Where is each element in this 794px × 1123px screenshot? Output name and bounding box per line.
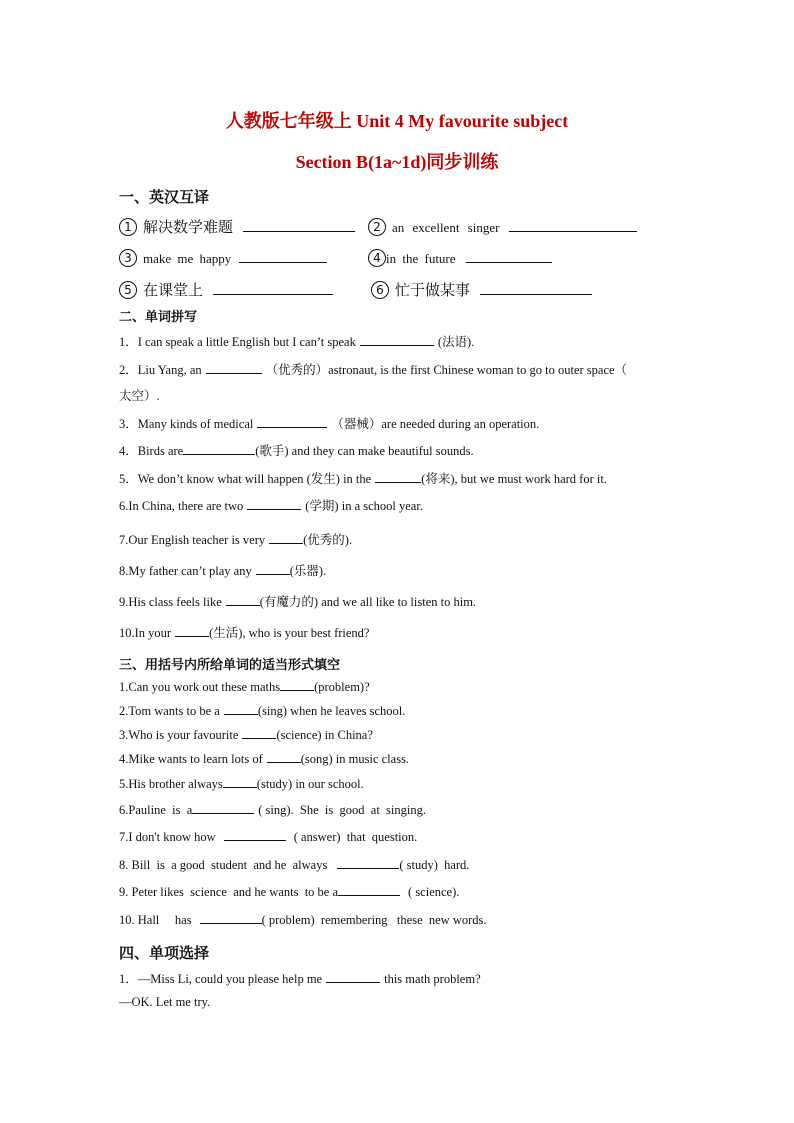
question-item	[119, 360, 627, 378]
question-hint: ( problem) remembering these new words.	[261, 913, 487, 927]
question-item	[119, 332, 474, 350]
question-item	[119, 414, 539, 432]
number-circle-icon: 6	[371, 281, 389, 299]
number-circle-icon: 2	[368, 218, 386, 236]
question-item-continued	[119, 386, 160, 404]
question-item	[119, 441, 474, 459]
section3-heading: 三、用括号内所给单词的适当形式填空	[119, 657, 341, 672]
section4-heading: 四、单项选择	[119, 946, 210, 962]
page-subtitle: Section B(1a~1d)同步训练	[295, 152, 499, 172]
question-hint: (歌手) and they can make beautiful sounds.	[255, 444, 474, 458]
vocab-item-4	[368, 249, 556, 267]
vocab-item-1	[119, 216, 359, 237]
answer-blank[interactable]	[509, 219, 637, 232]
vocab-text: 忙于做某事	[395, 283, 471, 299]
vocab-item-2	[368, 218, 641, 236]
question-hint: (将来), but we must work hard for it.	[421, 472, 607, 486]
question-text: 5.His brother always	[119, 777, 223, 791]
question-text: 1．—Miss Li, could you please help me	[119, 972, 323, 986]
question-item	[119, 801, 426, 818]
question-text: 8. Bill is a good student and he always	[119, 858, 328, 872]
question-item	[119, 469, 607, 487]
answer-blank[interactable]	[243, 219, 355, 232]
question-text: 8.My father can’t play any	[119, 564, 252, 578]
answer-blank[interactable]	[226, 593, 260, 606]
answer-blank[interactable]	[360, 333, 434, 346]
number-circle-icon: 3	[119, 249, 137, 267]
question-text: 9. Peter likes science and he wants to be a	[119, 885, 339, 899]
answer-blank[interactable]	[224, 828, 286, 841]
question-hint: (sing) when he leaves school.	[257, 704, 406, 718]
question-text: 4.Mike wants to learn lots of	[119, 752, 263, 766]
question-hint: (学期) in a school year.	[305, 499, 423, 513]
question-text: 5．We don’t know what will happen (发生) in the	[119, 472, 372, 486]
question-text: 3.Who is your favourite	[119, 728, 239, 742]
page-title: 人教版七年级上 Unit 4 My favourite subject	[225, 111, 569, 131]
answer-blank[interactable]	[375, 470, 421, 483]
question-hint: (生活), who is your best friend?	[209, 626, 370, 640]
number-circle-icon: 5	[119, 281, 137, 299]
question-text: 太空）.	[119, 389, 160, 403]
question-item	[119, 911, 487, 928]
question-hint: （器械）are needed during an operation.	[331, 417, 540, 431]
answer-blank[interactable]	[223, 775, 257, 788]
section1-heading: 一、英汉互译	[119, 190, 210, 206]
question-hint: ( answer) that question.	[293, 830, 418, 844]
question-hint: (problem)?	[314, 680, 370, 694]
answer-blank[interactable]	[247, 497, 301, 510]
section2-heading: 二、单词拼写	[119, 309, 198, 324]
question-text: 10. Hall has	[119, 913, 192, 927]
question-item	[119, 828, 417, 845]
question-text: 7.Our English teacher is very	[119, 533, 266, 547]
answer-blank[interactable]	[257, 415, 327, 428]
question-text: 2．Liu Yang, an	[119, 363, 202, 377]
vocab-text: 在课堂上	[143, 283, 204, 299]
question-hint: this math problem?	[384, 972, 481, 986]
question-text: 6.Pauline is a	[119, 803, 193, 817]
question-text: 4．Birds are	[119, 444, 184, 458]
question-hint: ( study) hard.	[399, 858, 470, 872]
question-text: 1．I can speak a little English but I can’t speak	[119, 335, 356, 349]
answer-blank[interactable]	[256, 562, 290, 575]
question-hint: ( science).	[408, 885, 460, 899]
question-item	[119, 702, 405, 719]
question-hint: (优秀的).	[303, 533, 353, 547]
question-hint: (science) in China?	[276, 728, 373, 742]
question-item	[119, 856, 469, 873]
answer-blank[interactable]	[480, 282, 592, 295]
vocab-text: make me happy	[143, 251, 232, 266]
answer-blank[interactable]	[466, 250, 552, 263]
answer-blank[interactable]	[213, 282, 333, 295]
number-circle-icon: 4	[368, 249, 386, 267]
answer-line	[119, 995, 210, 1010]
question-item	[119, 883, 459, 900]
answer-blank[interactable]	[280, 678, 314, 691]
vocab-text: 解决数学难题	[143, 220, 234, 236]
question-hint: ( sing). She is good at singing.	[258, 803, 426, 817]
answer-blank[interactable]	[206, 361, 262, 374]
answer-blank[interactable]	[175, 624, 209, 637]
question-item	[119, 750, 409, 767]
vocab-item-5	[119, 279, 337, 300]
question-text: 6.In China, there are two	[119, 499, 244, 513]
question-text: 7.I don't know how	[119, 830, 216, 844]
question-text: 10.In your	[119, 626, 172, 640]
question-text: 2.Tom wants to be a	[119, 704, 220, 718]
question-hint: (乐器).	[289, 564, 327, 578]
answer-blank[interactable]	[267, 750, 301, 763]
answer-blank[interactable]	[224, 702, 258, 715]
number-circle-icon: 1	[119, 218, 137, 236]
question-item	[119, 726, 373, 743]
question-text: 9.His class feels like	[119, 595, 222, 609]
question-item	[119, 530, 352, 548]
question-item	[119, 775, 364, 792]
question-hint: （优秀的）astronaut, is the first Chinese woman to go to outer space（	[265, 363, 628, 377]
question-text: 3．Many kinds of medical	[119, 417, 254, 431]
question-text: 1.Can you work out these maths	[119, 680, 281, 694]
vocab-item-3	[119, 249, 331, 267]
question-item	[119, 592, 476, 610]
question-text: —OK. Let me try.	[119, 995, 211, 1009]
answer-blank[interactable]	[326, 970, 380, 983]
answer-blank[interactable]	[200, 911, 262, 924]
question-hint: (song) in music class.	[300, 752, 410, 766]
answer-blank[interactable]	[239, 250, 327, 263]
question-item	[119, 561, 326, 579]
question-item	[119, 623, 369, 641]
answer-blank[interactable]	[269, 531, 303, 544]
question-hint: (法语).	[437, 335, 475, 349]
question-item	[119, 969, 481, 987]
vocab-text: in the future	[386, 251, 456, 266]
answer-blank[interactable]	[192, 801, 254, 814]
question-hint: (study) in our school.	[256, 777, 364, 791]
question-item	[119, 678, 370, 695]
question-hint: (有魔力的) and we all like to listen to him.	[259, 595, 477, 609]
answer-blank[interactable]	[242, 726, 276, 739]
vocab-text: an excellent singer	[392, 220, 500, 235]
answer-blank[interactable]	[338, 883, 400, 896]
question-item	[119, 496, 423, 514]
answer-blank[interactable]	[183, 442, 255, 455]
answer-blank[interactable]	[337, 856, 399, 869]
vocab-item-6	[371, 279, 596, 300]
